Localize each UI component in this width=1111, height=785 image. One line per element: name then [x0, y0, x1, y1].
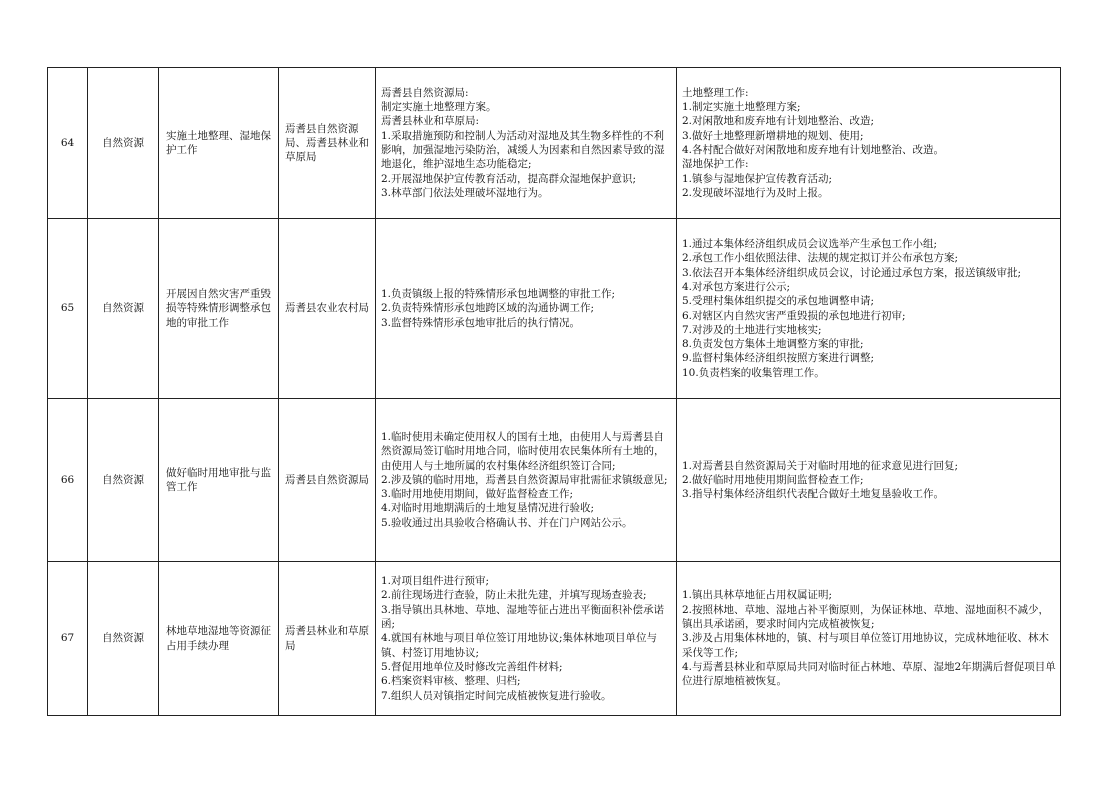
- county-duty-line: 4.就国有林地与项目单位签订用地协议;集体林地项目单位与镇、村签订用地协议;: [381, 632, 658, 659]
- row-number: 65: [48, 219, 88, 399]
- county-duty-line: 2.前往现场进行查验，防止未批先建，并填写现场查验表;: [381, 589, 647, 602]
- town-duty-line: 6.对辖区内自然灾害严重毁损的承包地进行初审;: [682, 309, 906, 322]
- table-row: [48, 399, 1061, 562]
- county-duty-line: 1.对项目组件进行预审;: [381, 575, 490, 588]
- table-row: [48, 68, 1061, 219]
- town-duty-line: 2.承包工作小组依照法律、法规的规定拟订并公布承包方案;: [682, 252, 959, 265]
- town-duty-line: 4.各村配合做好对闲散地和废弃地有计划地整治、改造。: [682, 144, 945, 156]
- town-duty-line: 3.依法召开本集体经济组织成员会议，讨论通过承包方案，报送镇级审批;: [682, 266, 1022, 279]
- town-duty-line: 2.发现破坏湿地行为及时上报。: [682, 186, 829, 199]
- town-duty-line: 3.涉及占用集体林地的，镇、村与项目单位签订用地协议，完成林地征收、林木采伐等工作;: [682, 632, 1050, 659]
- county-duties-cell: [376, 562, 677, 716]
- town-duty-line: 3.做好土地整理新增耕地的规划、使用;: [682, 129, 864, 142]
- category-cell: 自然资源: [88, 399, 159, 562]
- row-number: 66: [48, 399, 88, 562]
- row-number: 64: [48, 68, 88, 219]
- county-duty-line: 2.涉及镇的临时用地，焉耆县自然资源局审批需征求镇级意见;: [381, 473, 668, 486]
- item-cell: 开展因自然灾害严重毁损等特殊情形调整承包地的审批工作: [159, 219, 279, 399]
- town-duties-cell: [677, 68, 1061, 219]
- town-duties-cell: [677, 399, 1061, 562]
- category-cell: 自然资源: [88, 562, 159, 716]
- town-duty-line: 2.对闲散地和废弃地有计划地整治、改造;: [682, 115, 875, 128]
- item-cell: 实施土地整理、湿地保护工作: [159, 68, 279, 219]
- item-cell: 做好临时用地审批与监管工作: [159, 399, 279, 562]
- county-duty-line: 5.督促用地单位及时修改完善组件材料;: [381, 660, 563, 673]
- table-row: [48, 562, 1061, 716]
- county-duty-line: 1.临时使用未确定使用权人的国有土地，由使用人与焉耆县自然资源局签订临时用地合同，临时使用农民集体所有土地的，由使用人与土地所属的农村集体经济组织签订合同;: [381, 430, 665, 472]
- town-duty-line: 2.做好临时用地使用期间监督检查工作;: [682, 473, 864, 486]
- town-duties-cell: [677, 219, 1061, 399]
- county-duty-line: 7.组织人员对镇指定时间完成植被恢复进行验收。: [381, 689, 612, 702]
- county-duty-line: 1.负责镇级上报的特殊情形承包地调整的审批工作;: [381, 288, 616, 301]
- town-duty-line: 1.制定实施土地整理方案;: [682, 101, 801, 114]
- county-duty-line: 3.林草部门依法处理破坏湿地行为。: [381, 186, 549, 199]
- town-duty-line: 3.指导村集体经济组织代表配合做好土地复垦验收工作。: [682, 488, 945, 501]
- category-cell: 自然资源: [88, 68, 159, 219]
- town-duties-cell: [677, 562, 1061, 716]
- county-duty-line: 3.指导镇出具林地、草地、湿地等征占进出平衡面积补偿承诺函;: [381, 603, 665, 631]
- county-duty-line: 4.对临时用地期满后的土地复垦情况进行验收;: [381, 502, 595, 515]
- town-duty-line: 湿地保护工作:: [682, 158, 749, 171]
- town-duty-line: 1.通过本集体经济组织成员会议选举产生承包工作小组;: [682, 238, 938, 251]
- county-duties-cell: [376, 68, 677, 219]
- county-duty-line: 5.验收通过出具验收合格确认书、并在门户网站公示。: [381, 516, 633, 529]
- department-cell: 焉耆县林业和草原局: [279, 562, 376, 716]
- department-cell: 焉耆县自然资源局: [279, 399, 376, 562]
- town-duty-line: 4.对承包方案进行公示;: [682, 280, 791, 293]
- town-duty-line: 1.镇出具林草地征占用权属证明;: [682, 589, 833, 602]
- table-row: [48, 219, 1061, 399]
- county-duty-line: 3.临时用地使用期间，做好监督检查工作;: [381, 488, 574, 501]
- item-cell: 林地草地湿地等资源征占用手续办理: [159, 562, 279, 716]
- town-duty-line: 1.镇参与湿地保护宣传教育活动;: [682, 172, 833, 185]
- county-duty-line: 焉耆县林业和草原局:: [381, 115, 480, 128]
- town-duty-line: 4.与焉耆县林业和草原局共同对临时征占林地、草原、湿地2年期满后督促项目单位进行原地植被恢复。: [682, 660, 1056, 688]
- county-duty-line: 1.采取措施预防和控制人为活动对湿地及其生物多样性的不利影响，加强湿地污染防治，减缓人为因素和自然因素导致的湿地退化，维护湿地生态功能稳定;: [381, 129, 665, 171]
- duty-table: [47, 67, 1061, 716]
- row-number: 67: [48, 562, 88, 716]
- department-cell: 焉耆县自然资源局、焉耆县林业和草原局: [279, 68, 376, 219]
- county-duties-cell: [376, 219, 677, 399]
- county-duty-line: 制定实施土地整理方案。: [381, 101, 497, 114]
- town-duty-line: 1.对焉耆县自然资源局关于对临时用地的征求意见进行回复;: [682, 459, 959, 472]
- town-duty-line: 土地整理工作:: [682, 86, 749, 99]
- county-duty-line: 2.负责特殊情形承包地跨区域的沟通协调工作;: [381, 302, 595, 315]
- town-duty-line: 2.按照林地、草地、湿地占补平衡原则，为保证林地、草地、湿地面积不减少，镇出具承诺函，要求时间内完成植被恢复;: [682, 603, 1050, 631]
- town-duty-line: 7.对涉及的土地进行实地核实;: [682, 323, 822, 336]
- town-duty-line: 10.负责档案的收集管理工作。: [682, 366, 825, 379]
- county-duty-line: 焉耆县自然资源局:: [381, 86, 469, 99]
- town-duty-line: 9.监督村集体经济组织按照方案进行调整;: [682, 352, 875, 365]
- county-duty-line: 2.开展湿地保护宣传教育活动，提高群众湿地保护意识;: [381, 172, 637, 185]
- county-duty-line: 6.档案资料审核、整理、归档;: [381, 675, 521, 688]
- county-duty-line: 3.监督特殊情形承包地审批后的执行情况。: [381, 316, 581, 329]
- town-duty-line: 5.受理村集体组织提交的承包地调整申请;: [682, 295, 875, 308]
- town-duty-line: 8.负责发包方集体土地调整方案的审批;: [682, 338, 864, 351]
- county-duties-cell: [376, 399, 677, 562]
- department-cell: 焉耆县农业农村局: [279, 219, 376, 399]
- category-cell: 自然资源: [88, 219, 159, 399]
